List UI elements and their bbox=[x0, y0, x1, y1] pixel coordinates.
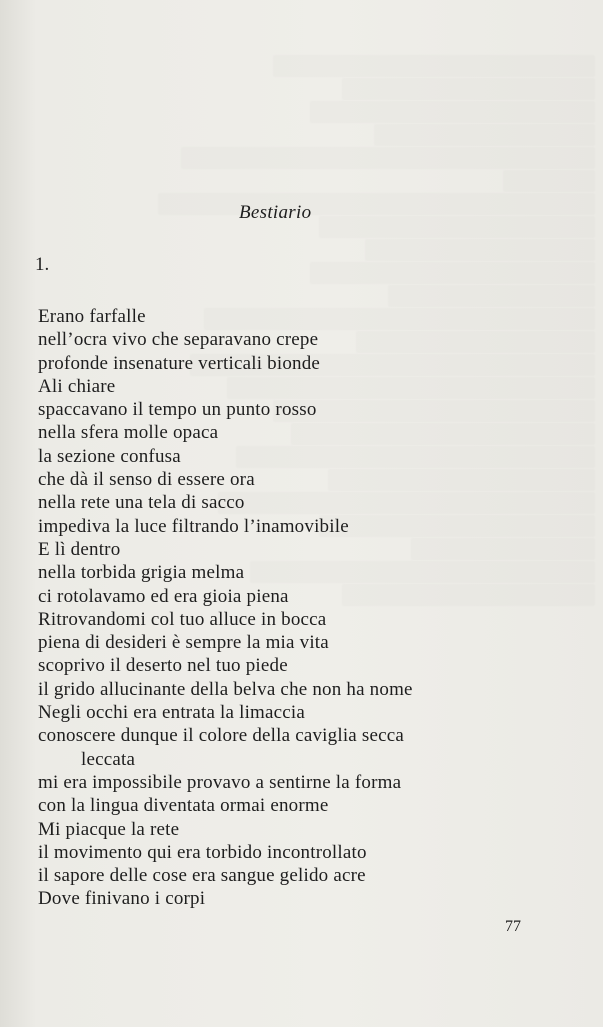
poem-line: mi era impossibile provavo a sentirne la forma bbox=[38, 771, 402, 793]
poem-line: che dà il senso di essere ora bbox=[38, 469, 255, 491]
section-number: 1. bbox=[35, 254, 50, 275]
poem-body bbox=[38, 305, 413, 911]
page-number: 77 bbox=[505, 918, 521, 935]
poem-line: spaccavano il tempo un punto rosso bbox=[38, 399, 317, 421]
poem-line: il grido allucinante della belva che non ha nome bbox=[38, 678, 413, 700]
poem-line: Mi piacque la rete bbox=[38, 818, 180, 840]
poem-line: il movimento qui era torbido incontrollato bbox=[38, 841, 367, 863]
poem-line: Dove finivano i corpi bbox=[38, 888, 206, 910]
poem-line: conoscere dunque il colore della caviglia secca bbox=[38, 725, 405, 747]
poem-line: Ritrovandomi col tuo alluce in bocca bbox=[38, 608, 327, 630]
poem-line: nella rete una tela di sacco bbox=[38, 492, 245, 514]
poem-line: nella torbida grigia melma bbox=[38, 562, 245, 584]
poem-line: piena di desideri è sempre la mia vita bbox=[38, 632, 329, 654]
poem-line: ci rotolavamo ed era gioia piena bbox=[38, 585, 289, 607]
poem-line: profonde insenature verticali bionde bbox=[38, 352, 321, 374]
poem-line: leccata bbox=[81, 748, 136, 770]
poem-line: la sezione confusa bbox=[38, 445, 181, 467]
poem-line: Erano farfalle bbox=[38, 306, 146, 327]
poem-line: con la lingua diventata ormai enorme bbox=[38, 795, 329, 817]
poem-title: Bestiario bbox=[239, 202, 312, 223]
poem-line: nell’ocra vivo che separavano crepe bbox=[38, 329, 319, 351]
poem-line: nella sfera molle opaca bbox=[38, 422, 219, 444]
poem-line: impediva la luce filtrando l’inamovibile bbox=[38, 515, 349, 537]
poem-line: il sapore delle cose era sangue gelido acre bbox=[38, 865, 366, 887]
poem-line: Ali chiare bbox=[38, 375, 116, 397]
poem-line: E lì dentro bbox=[38, 538, 121, 560]
poem-line: scoprivo il deserto nel tuo piede bbox=[38, 655, 288, 677]
poem-line: Negli occhi era entrata la limaccia bbox=[38, 702, 306, 724]
